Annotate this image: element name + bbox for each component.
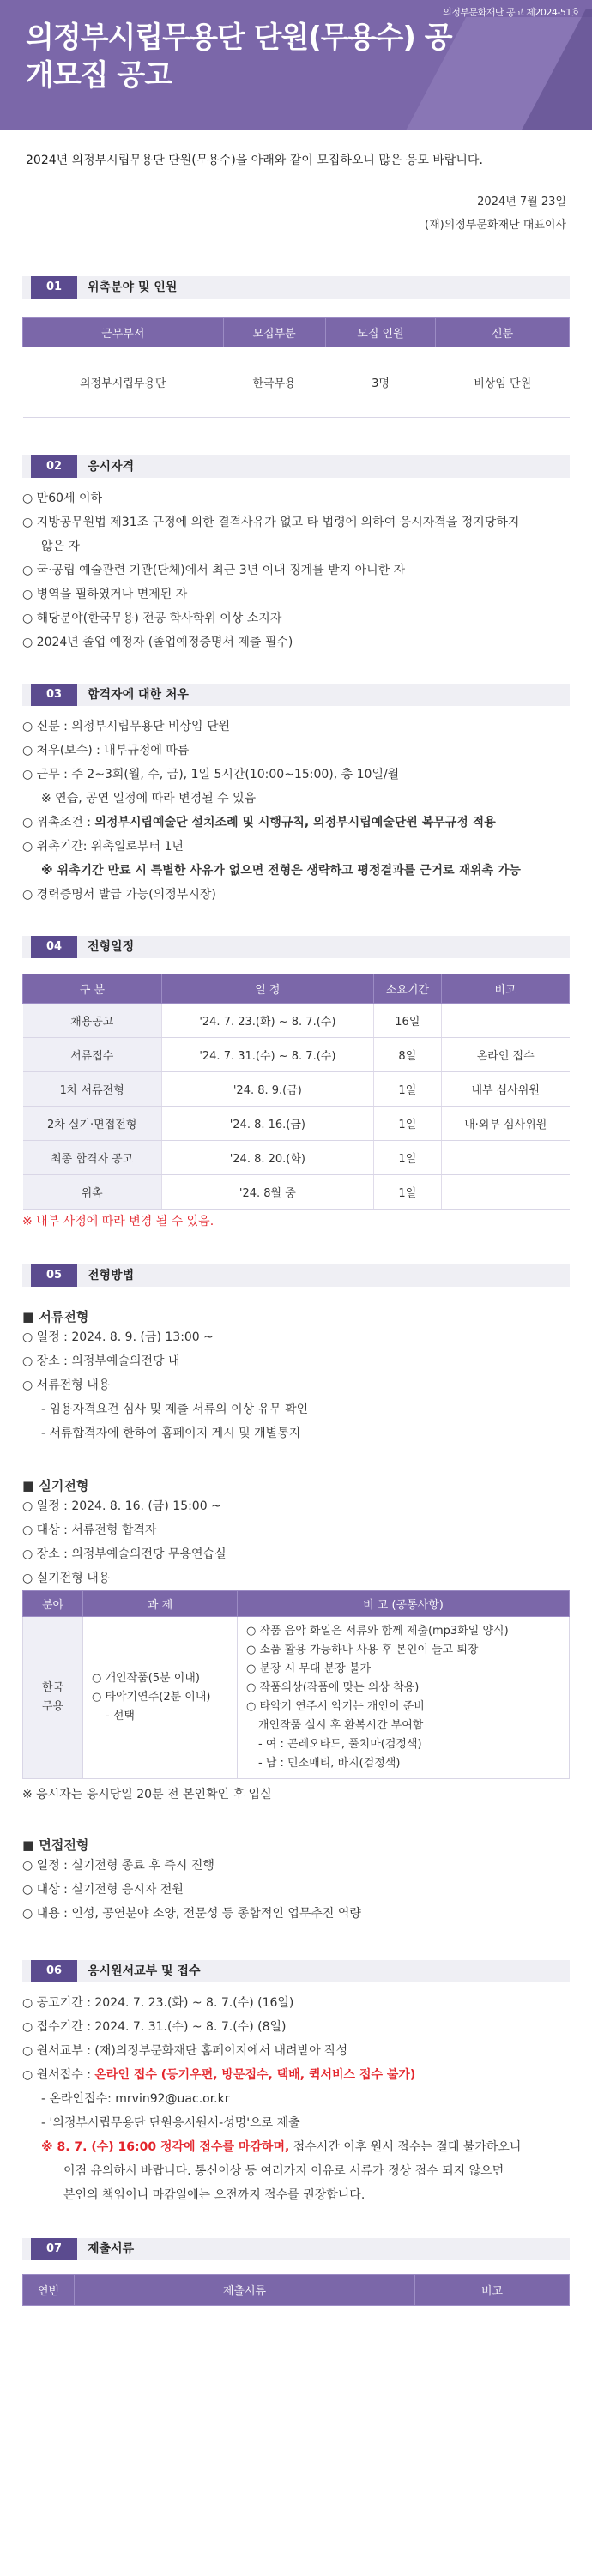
table-cell: 1일	[373, 1072, 441, 1107]
list-item: ○ 내용 : 인성, 공연분야 소양, 전문성 등 종합적인 업무추진 역량	[22, 1907, 361, 1921]
list-item: - 서류합격자에 한하여 홈페이지 게시 및 개별통지	[41, 1427, 301, 1440]
list-item: ※ 위촉기간 만료 시 특별한 사유가 없으면 전형은 생략하고 평정결과를 근거로 재위촉 가능	[41, 864, 521, 878]
table-header: 비고	[415, 2275, 570, 2306]
list-item: - 온라인접수: mrvin92@uac.or.kr	[41, 2092, 230, 2106]
list-item: ※ 연습, 공연 일정에 따라 변경될 수 있음	[41, 792, 257, 805]
table-cell: '24. 8. 16.(금)	[161, 1107, 373, 1141]
task-item: ○ 타악기연주(2분 이내)	[92, 1691, 211, 1704]
section-title: 전형일정	[88, 940, 135, 954]
section-title: 위촉분야 및 인원	[88, 281, 178, 294]
task-item: ○ 개인작품(5분 이내)	[92, 1672, 200, 1685]
practical-table	[22, 1590, 570, 1779]
page-title: 의정부시립무용단 단원(무용수) 공개모집 공고	[26, 21, 452, 93]
table-cell: 1차 서류전형	[23, 1072, 162, 1107]
subsection-title: ■ 실기전형	[22, 1478, 89, 1493]
item-label: ○ 원서접수 :	[22, 2068, 95, 2082]
schedule-table	[22, 974, 570, 1210]
table-row	[23, 1038, 570, 1072]
list-item: ○ 지방공무원법 제31조 규정에 의한 결격사유가 없고 타 법령에 의하여 응시자격을 정지당하지	[22, 516, 520, 529]
table-header: 구 분	[23, 974, 162, 1004]
table-cell: 비상임 단원	[436, 347, 570, 418]
list-item: ○ 처우(보수) : 내부규정에 따름	[22, 744, 190, 757]
table-header: 분야	[23, 1591, 83, 1617]
note-item: ○ 분장 시 무대 분장 불가	[246, 1662, 372, 1675]
table-cell: 한국 무용	[23, 1617, 83, 1779]
table-header: 과 제	[83, 1591, 238, 1617]
section-positions	[0, 276, 592, 418]
table-cell	[238, 1617, 570, 1779]
table-header: 일 정	[161, 974, 373, 1004]
section-title: 제출서류	[88, 2242, 135, 2256]
table-row	[23, 1175, 570, 1210]
table-header: 제출서류	[75, 2275, 415, 2306]
table-cell: 최종 합격자 공고	[23, 1141, 162, 1175]
section-title: 전형방법	[88, 1269, 135, 1282]
table-cell: 1일	[373, 1107, 441, 1141]
table-cell: 내부 심사위원	[441, 1072, 569, 1107]
table-row	[23, 1072, 570, 1107]
header-banner	[0, 0, 592, 130]
list-item	[22, 811, 570, 835]
list-item: ○ 일정 : 실기전형 종료 후 즉시 진행	[22, 1859, 214, 1873]
list-item: ○ 만60세 이하	[22, 492, 103, 505]
list-item: ○ 국·공립 예술관련 기관(단체)에서 최근 3년 이내 징계를 받지 아니한 자	[22, 564, 406, 577]
item-emphasis: ※ 8. 7. (수) 16:00 정각에 접수를 마감하며,	[41, 2140, 290, 2154]
item-text: 접수시간 이후 원서 접수는 절대 불가하오니	[289, 2140, 522, 2154]
section-selection-method	[0, 1264, 592, 1926]
list-item: ○ 접수기간 : 2024. 7. 31.(수) ~ 8. 7.(수) (8일)	[22, 2020, 287, 2034]
note-item: 개인작품 실시 후 환복시간 부여함	[258, 1719, 424, 1732]
intro-lead: 2024년 의정부시립무용단 단원(무용수)을 아래와 같이 모집하오니 많은 응모 바랍니다.	[26, 154, 483, 167]
table-cell	[441, 1175, 569, 1210]
section-number: 06	[31, 1960, 77, 1982]
section-number: 01	[31, 276, 77, 299]
table-row	[23, 1617, 570, 1779]
list-item: ○ 일정 : 2024. 8. 9. (금) 13:00 ~	[22, 1330, 214, 1344]
table-row	[23, 347, 570, 418]
section-eligibility	[0, 455, 592, 655]
table-cell: '24. 8. 9.(금)	[161, 1072, 373, 1107]
announcement-date: 2024년 7월 23일	[477, 196, 566, 208]
section-application	[0, 1960, 592, 2207]
section-title: 응시원서교부 및 접수	[88, 1964, 201, 1978]
section-title: 응시자격	[88, 460, 135, 474]
list-item: ○ 병역을 필하였거나 면제된 자	[22, 588, 188, 601]
section-number: 04	[31, 936, 77, 958]
list-item: ○ 공고기간 : 2024. 7. 23.(화) ~ 8. 7.(수) (16일)	[22, 1996, 294, 2010]
section-header	[22, 684, 570, 706]
table-cell	[83, 1617, 238, 1779]
table-cell: 온라인 접수	[441, 1038, 569, 1072]
intro	[0, 130, 592, 232]
list-item	[22, 2135, 570, 2159]
list-item: - 임용자격요건 심사 및 제출 서류의 이상 유무 확인	[41, 1403, 309, 1416]
item-emphasis: 의정부시립예술단 설치조례 및 시행규칙, 의정부시립예술단원 복무규정 적용	[94, 816, 496, 830]
table-cell	[441, 1004, 569, 1038]
section-number: 05	[31, 1264, 77, 1287]
item-emphasis: 온라인 접수 (등기우편, 방문접수, 택배, 퀵서비스 접수 불가)	[94, 2068, 416, 2082]
notice-number: 의정부문화재단 공고 제2024-51호	[443, 7, 580, 18]
list-item: ○ 원서교부 : (재)의정부문화재단 홈페이지에서 내려받아 작성	[22, 2044, 348, 2058]
list-item: ○ 해당분야(한국무용) 전공 학사학위 이상 소지자	[22, 612, 282, 625]
note-item: ○ 소품 활용 가능하나 사용 후 본인이 들고 퇴장	[246, 1644, 479, 1656]
table-cell: '24. 8. 20.(화)	[161, 1141, 373, 1175]
table-cell: '24. 7. 23.(화) ~ 8. 7.(수)	[161, 1004, 373, 1038]
table-header: 근무부서	[23, 318, 224, 347]
table-cell: 3명	[325, 347, 436, 418]
table-cell: '24. 8월 중	[161, 1175, 373, 1210]
table-cell: 한국무용	[223, 347, 325, 418]
section-number: 03	[31, 684, 77, 706]
table-header: 소요기간	[373, 974, 441, 1004]
table-cell: 내·외부 심사위원	[441, 1107, 569, 1141]
note-item: ○ 타악기 연주시 악기는 개인이 준비	[246, 1700, 425, 1713]
organization-name: (재)의정부문화재단 대표이사	[425, 219, 566, 232]
table-row	[23, 1004, 570, 1038]
list-item: ○ 실기전형 내용	[22, 1572, 111, 1585]
table-cell: 위촉	[23, 1175, 162, 1210]
section-header	[22, 276, 570, 299]
section-header	[22, 1960, 570, 1982]
list-item: ○ 대상 : 서류전형 합격자	[22, 1523, 157, 1537]
list-item: ○ 위촉기간: 위촉일로부터 1년	[22, 840, 184, 854]
section-documents	[0, 2238, 592, 2306]
section-schedule	[0, 936, 592, 1234]
note-item: ○ 작품의상(작품에 맞는 의상 착용)	[246, 1681, 420, 1694]
note-item: ○ 작품 음악 화일은 서류와 함께 제출(mp3화일 양식)	[246, 1625, 509, 1638]
section-header	[22, 936, 570, 958]
item-label: ○ 위촉조건 :	[22, 816, 95, 830]
section-header	[22, 2238, 570, 2260]
list-item: ○ 대상 : 실기전형 응시자 전원	[22, 1883, 184, 1897]
section-treatment	[0, 684, 592, 907]
table-cell: '24. 7. 31.(수) ~ 8. 7.(수)	[161, 1038, 373, 1072]
list-item: ○ 경력증명서 발급 가능(의정부시장)	[22, 888, 216, 902]
positions-table	[22, 317, 570, 418]
table-header: 모집부분	[223, 318, 325, 347]
list-item: - '의정부시립무용단 단원응시원서-성명'으로 제출	[41, 2116, 300, 2130]
table-header: 비고	[441, 974, 569, 1004]
subsection-title: ■ 면접전형	[22, 1837, 89, 1853]
table-cell: 서류접수	[23, 1038, 162, 1072]
note-item: - 여 : 곤레오타드, 풀치마(검정색)	[258, 1738, 422, 1751]
documents-table	[22, 2274, 570, 2306]
practical-note: ※ 응시자는 응시당일 20분 전 본인확인 후 입실	[22, 1788, 272, 1801]
section-title: 합격자에 대한 처우	[88, 688, 189, 702]
list-item	[22, 2063, 570, 2087]
table-cell: 2차 실기·면접전형	[23, 1107, 162, 1141]
list-item: ○ 장소 : 의정부예술의전당 내	[22, 1354, 180, 1368]
table-cell: 8일	[373, 1038, 441, 1072]
list-item: ○ 근무 : 주 2~3회(월, 수, 금), 1일 5시간(10:00~15:00), 총 10일/월	[22, 768, 400, 781]
section-header	[22, 1264, 570, 1287]
list-item: 않은 자	[41, 540, 81, 553]
list-item: ○ 신분 : 의정부시립무용단 비상임 단원	[22, 720, 231, 733]
table-cell: 1일	[373, 1175, 441, 1210]
list-item: ○ 2024년 졸업 예정자 (졸업예정증명서 제출 필수)	[22, 636, 293, 649]
table-cell: 채용공고	[23, 1004, 162, 1038]
table-header: 비 고 (공통사항)	[238, 1591, 570, 1617]
table-cell: 의정부시립무용단	[23, 347, 224, 418]
list-item: ○ 서류전형 내용	[22, 1378, 111, 1392]
table-row	[23, 1107, 570, 1141]
task-item: - 선택	[106, 1710, 135, 1722]
list-item: 본인의 책임이니 마감일에는 오전까지 접수를 권장합니다.	[63, 2188, 365, 2202]
table-header: 모집 인원	[325, 318, 436, 347]
note-item: - 남 : 민소매티, 바지(검정색)	[258, 1757, 401, 1770]
table-cell: 16일	[373, 1004, 441, 1038]
table-row	[23, 1141, 570, 1175]
table-cell: 1일	[373, 1141, 441, 1175]
list-item: 이점 유의하시 바랍니다. 통신이상 등 여러가지 이유로 서류가 정상 접수 되지 않으면	[63, 2164, 504, 2178]
table-header: 신분	[436, 318, 570, 347]
table-header: 연번	[23, 2275, 75, 2306]
subsection-title: ■ 서류전형	[22, 1309, 89, 1324]
section-number: 02	[31, 455, 77, 478]
list-item: ○ 일정 : 2024. 8. 16. (금) 15:00 ~	[22, 1499, 221, 1513]
table-cell	[441, 1141, 569, 1175]
list-item: ○ 장소 : 의정부예술의전당 무용연습실	[22, 1547, 227, 1561]
section-number: 07	[31, 2238, 77, 2260]
schedule-note: ※ 내부 사정에 따라 변경 될 수 있음.	[22, 1215, 214, 1228]
section-header	[22, 455, 570, 478]
